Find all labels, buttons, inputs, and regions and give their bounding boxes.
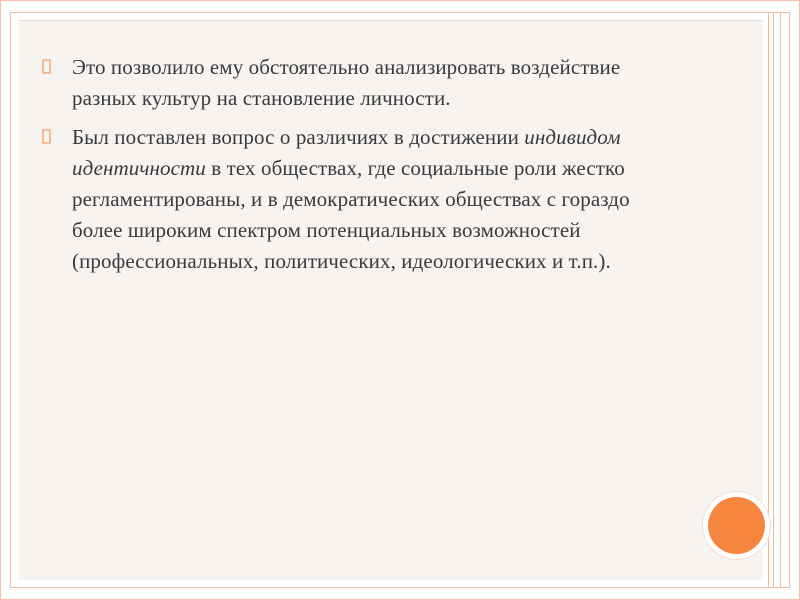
stripe-line (780, 12, 781, 588)
hollow-rectangle-icon (42, 59, 52, 75)
bullet-text-2-after: в тех обществах, где социальные роли жестко регламентированы, и в демократических обществах с гораздо более широким спектром потенциальных возможностей (профессиональных, политических, идеологических и т.п.). (72, 156, 630, 273)
stripe-line (768, 12, 769, 588)
bullet-text-2-before: Был поставлен вопрос о различиях в достижении (72, 125, 525, 149)
orange-circle-decoration (708, 497, 765, 554)
bullet-text-2-italic: индивидом идентичности (72, 125, 621, 180)
right-decorative-stripes (768, 12, 790, 588)
frame-border-left (0, 0, 1, 600)
frame-border-top (0, 0, 800, 1)
hollow-rectangle-icon (42, 129, 52, 145)
bullet-item-2 (42, 122, 682, 277)
stripe-line (773, 12, 774, 588)
bullet-text-1: Это позволило ему обстоятельно анализировать воздействие разных культур на становление личности. (72, 55, 621, 110)
bullet-item-1 (42, 52, 682, 114)
bullet-list (42, 52, 682, 285)
